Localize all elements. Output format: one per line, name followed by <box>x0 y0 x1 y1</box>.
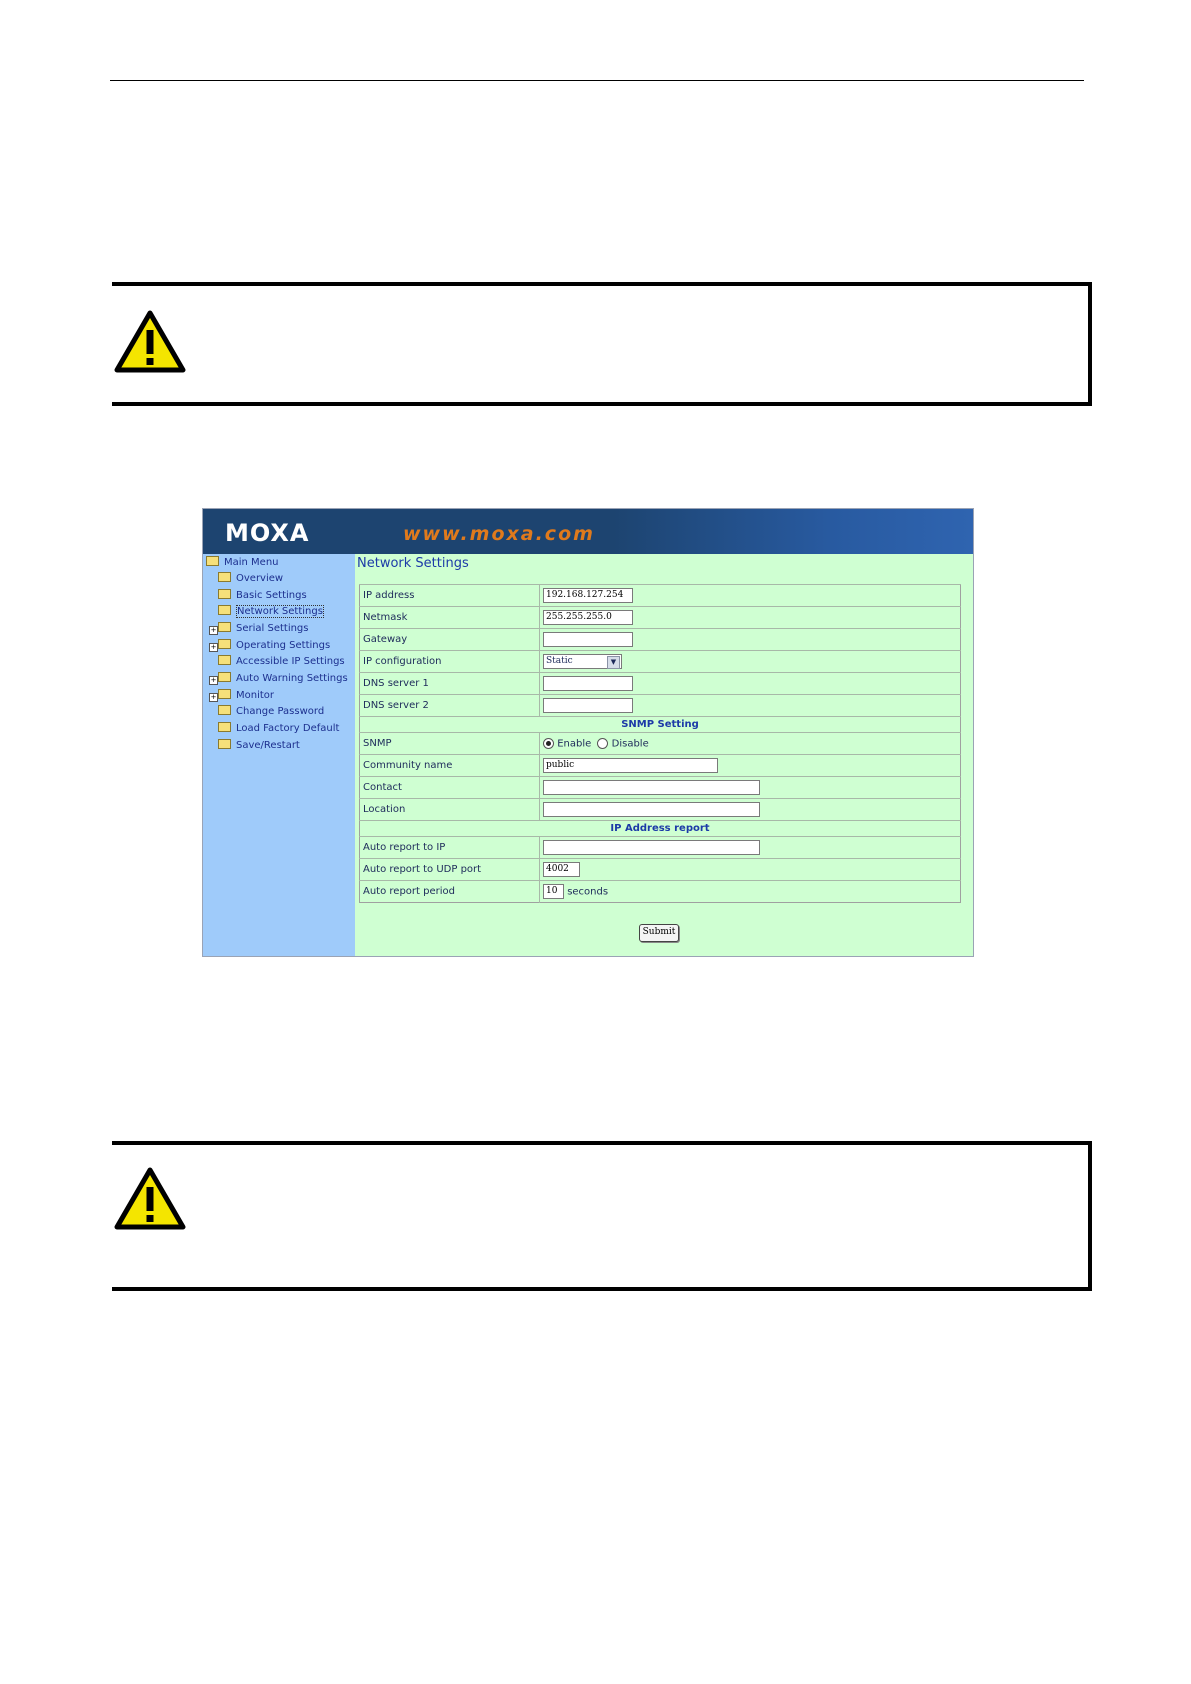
contact-label: Contact <box>360 777 540 799</box>
row-ip-address <box>360 585 961 607</box>
moxa-banner <box>203 509 973 554</box>
row-netmask <box>360 607 961 629</box>
ip-address-input[interactable]: 192.168.127.254 <box>543 588 633 603</box>
location-input[interactable] <box>543 802 760 817</box>
snmp-disable-label: Disable <box>611 738 649 750</box>
row-auto-report-period <box>360 881 961 903</box>
auto-report-ip-input[interactable] <box>543 840 760 855</box>
auto-report-period-input[interactable]: 10 <box>543 884 564 899</box>
sidebar-item-accessible-ip-settings[interactable]: Accessible IP Settings <box>218 656 345 672</box>
warning-box-bottom <box>112 1141 1092 1291</box>
ip-address-label: IP address <box>360 585 540 607</box>
netmask-input[interactable]: 255.255.255.0 <box>543 610 633 625</box>
sidebar-item-serial-settings[interactable]: + Serial Settings <box>210 623 309 634</box>
ip-configuration-label: IP configuration <box>360 651 540 673</box>
auto-report-ip-label: Auto report to IP <box>360 837 540 859</box>
snmp-disable-radio[interactable] <box>597 738 608 749</box>
moxa-logo <box>225 521 365 545</box>
warning-triangle-icon <box>114 1167 186 1231</box>
netmask-label: Netmask <box>360 607 540 629</box>
auto-report-udp-port-input[interactable]: 4002 <box>543 862 580 877</box>
warning-triangle-icon <box>114 310 186 374</box>
row-auto-report-udp-port <box>360 859 961 881</box>
folder-icon <box>218 605 231 615</box>
auto-report-period-label: Auto report period <box>360 881 540 903</box>
moxa-web-console-screenshot <box>202 508 974 957</box>
dns-server-1-label: DNS server 1 <box>360 673 540 695</box>
folder-icon <box>218 705 231 715</box>
row-auto-report-ip <box>360 837 961 859</box>
network-settings-form <box>359 584 961 903</box>
contact-input[interactable] <box>543 780 760 795</box>
snmp-section-header: SNMP Setting <box>360 717 961 733</box>
location-label: Location <box>360 799 540 821</box>
ip-configuration-select[interactable]: Static ▼ <box>543 654 622 669</box>
snmp-enable-label: Enable <box>557 738 592 750</box>
community-name-input[interactable]: public <box>543 758 718 773</box>
expand-plus-icon[interactable]: + <box>210 693 217 701</box>
gateway-label: Gateway <box>360 629 540 651</box>
row-dns-server-2 <box>360 695 961 717</box>
sidebar-item-basic-settings[interactable]: Basic Settings <box>218 590 307 606</box>
row-snmp <box>360 733 961 755</box>
sidebar-item-overview[interactable]: Overview <box>218 573 283 589</box>
chevron-down-icon[interactable]: ▼ <box>607 656 620 669</box>
folder-icon <box>218 589 231 599</box>
folder-icon <box>218 572 231 582</box>
snmp-enable-radio[interactable] <box>543 738 554 749</box>
expand-plus-icon[interactable]: + <box>210 643 217 651</box>
auto-report-udp-port-label: Auto report to UDP port <box>360 859 540 881</box>
folder-icon <box>218 672 231 682</box>
brand-url[interactable]: www.moxa.com <box>403 523 595 545</box>
sidebar-item-auto-warning-settings[interactable]: + Auto Warning Settings <box>210 673 348 684</box>
community-name-label: Community name <box>360 755 540 777</box>
row-location <box>360 799 961 821</box>
dns-server-2-input[interactable] <box>543 698 633 713</box>
page-title: Network Settings <box>357 556 469 571</box>
row-ip-configuration <box>360 651 961 673</box>
expand-plus-icon[interactable]: + <box>210 676 217 684</box>
expand-plus-icon[interactable]: + <box>210 626 217 634</box>
ip-address-report-section-header: IP Address report <box>360 821 961 837</box>
warning-box-top <box>112 282 1092 406</box>
row-community-name <box>360 755 961 777</box>
dns-server-2-label: DNS server 2 <box>360 695 540 717</box>
sidebar-item-operating-settings[interactable]: + Operating Settings <box>210 640 331 651</box>
folder-icon <box>218 622 231 632</box>
sidebar-item-network-settings[interactable]: Network Settings <box>218 606 324 622</box>
sidebar-tree <box>203 554 355 957</box>
folder-icon <box>206 556 219 566</box>
folder-icon <box>218 739 231 749</box>
row-dns-server-1 <box>360 673 961 695</box>
folder-icon <box>218 722 231 732</box>
folder-icon <box>218 689 231 699</box>
submit-button[interactable]: Submit <box>639 924 679 942</box>
sidebar-item-load-factory-default[interactable]: Load Factory Default <box>218 723 339 739</box>
sidebar-item-monitor[interactable]: + Monitor <box>210 690 275 701</box>
row-gateway <box>360 629 961 651</box>
gateway-input[interactable] <box>543 632 633 647</box>
row-contact <box>360 777 961 799</box>
sidebar-item-change-password[interactable]: Change Password <box>218 706 324 722</box>
dns-server-1-input[interactable] <box>543 676 633 691</box>
folder-icon <box>218 639 231 649</box>
seconds-unit: seconds <box>567 886 609 898</box>
snmp-label: SNMP <box>360 733 540 755</box>
tree-root-main-menu[interactable]: Main Menu <box>206 557 279 573</box>
sidebar-item-save-restart[interactable]: Save/Restart <box>218 740 300 756</box>
svg-text:MOXA: MOXA <box>225 521 310 545</box>
folder-icon <box>218 655 231 665</box>
page-header-rule <box>110 80 1084 81</box>
